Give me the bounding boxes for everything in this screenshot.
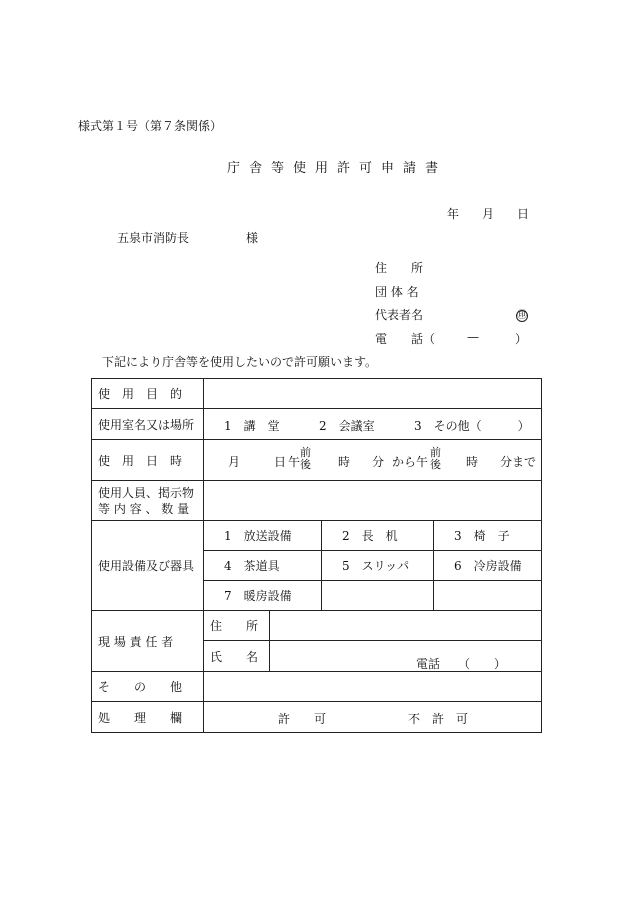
date-year-label: 年 (447, 207, 460, 221)
room-row (92, 409, 542, 440)
people-label-line2: 等 内 容 、 数 量 (98, 501, 190, 516)
mgr-name-field[interactable] (270, 641, 542, 672)
dt-ampm-end (430, 447, 441, 471)
room-option-other[interactable]: 3 その他（ ） (414, 419, 530, 433)
other-field[interactable] (204, 672, 542, 702)
form-number: 様式第１号（第７条関係） (78, 119, 223, 133)
people-field[interactable] (204, 481, 542, 521)
datetime-row (92, 440, 542, 481)
eq-empty-2 (434, 581, 542, 611)
date-month-label: 月 (482, 207, 495, 221)
other-row (92, 672, 542, 702)
manager-label: 現 場 責 任 者 (92, 611, 204, 672)
applicant-phone-label: 電 話（ (375, 332, 436, 346)
dt-minute: 分 (372, 455, 385, 469)
mgr-phone: 電話 （ ） (416, 657, 507, 671)
eq-tea-set[interactable]: 4 茶道具 (204, 551, 322, 581)
eq-chair[interactable]: 3 椅 子 (434, 521, 542, 551)
process-label: 処 理 欄 (92, 702, 204, 733)
eq-long-desk[interactable]: 2 長 机 (322, 521, 434, 551)
mgr-address-field[interactable] (270, 611, 542, 641)
equipment-label: 使用設備及び器具 (92, 521, 204, 611)
dt-ampm-end-bottom: 後 (430, 458, 441, 471)
dt-ampm-start-bottom: 後 (300, 458, 311, 471)
permit-option[interactable]: 許 可 (278, 712, 327, 726)
document-title: 庁舎等使用許可申請書 (227, 161, 448, 176)
applicant-representative-label: 代表者名 (375, 308, 424, 322)
addressee-honorific: 様 (246, 231, 259, 245)
process-field (204, 702, 542, 733)
dt-hour: 時 (338, 455, 351, 469)
applicant-address-label: 住 所 (375, 261, 424, 275)
eq-empty-1 (322, 581, 434, 611)
dt-ampm-end-top: 前 (430, 446, 441, 459)
equipment-row-1 (92, 521, 542, 551)
eq-slippers[interactable]: 5 スリッパ (322, 551, 434, 581)
eq-heating[interactable]: 7 暖房設備 (204, 581, 322, 611)
application-table (91, 378, 542, 733)
people-row (92, 481, 542, 521)
intro-text: 下記により庁舎等を使用したいので許可願います。 (102, 355, 378, 369)
deny-option[interactable]: 不 許 可 (408, 712, 469, 726)
dt-ampm-start-top: 前 (300, 446, 311, 459)
mgr-name-label: 氏 名 (204, 641, 270, 672)
room-option-meeting[interactable]: 2 会議室 (319, 419, 375, 433)
purpose-field[interactable] (204, 379, 542, 409)
eq-cooling[interactable]: 6 冷房設備 (434, 551, 542, 581)
room-options (204, 409, 542, 440)
applicant-group-label: 団 体 名 (375, 285, 419, 299)
dt-hour-end: 時 (466, 455, 479, 469)
people-label-line1: 使用人員、掲示物 (98, 485, 195, 500)
seal-icon: ㊞ (517, 310, 527, 321)
process-row (92, 702, 542, 733)
datetime-field[interactable] (204, 440, 542, 481)
dt-month: 月 (228, 455, 241, 469)
other-label: そ の 他 (92, 672, 204, 702)
dt-from: から午 (392, 455, 429, 469)
dt-day: 日 (274, 455, 287, 469)
mgr-address-label: 住 所 (204, 611, 270, 641)
room-label: 使用室名又は場所 (92, 409, 204, 440)
applicant-phone-close: ） (515, 332, 528, 346)
manager-row-1 (92, 611, 542, 641)
dt-ampm-start (300, 447, 311, 471)
applicant-phone-dash: — (467, 330, 479, 344)
date-day-label: 日 (517, 207, 530, 221)
datetime-label: 使 用 日 時 (92, 440, 204, 481)
purpose-row (92, 379, 542, 409)
seal-mark (516, 307, 528, 322)
people-label (92, 481, 204, 521)
purpose-label: 使 用 目 的 (92, 379, 204, 409)
dt-am: 午 (288, 455, 301, 469)
eq-broadcast[interactable]: 1 放送設備 (204, 521, 322, 551)
dt-until: 分まで (500, 455, 537, 469)
addressee: 五泉市消防長 (117, 231, 190, 245)
room-option-hall[interactable]: 1 講 堂 (224, 419, 280, 433)
